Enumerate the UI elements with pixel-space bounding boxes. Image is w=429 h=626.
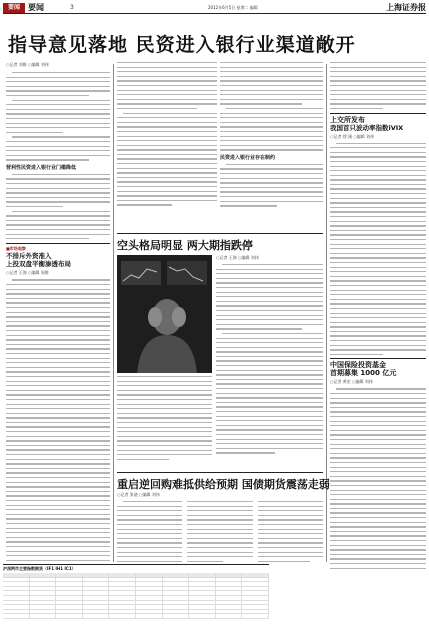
feature-rule [117,233,323,234]
masthead [3,3,426,14]
page-number: 3 [70,4,74,11]
article-body [330,143,426,356]
article-body [117,501,182,562]
left-column [6,62,110,562]
article-body [330,62,426,109]
middle-subhead: 民资进入银行业存在制约 [220,154,276,161]
feature-photo [117,255,212,373]
box-headline: 我国首只波动率指数iVIX [330,123,404,132]
box-headline: 上交所发布 [330,115,365,124]
right-column [330,62,426,622]
section-mark: 要闻 [3,3,25,13]
column-rule [113,64,114,562]
box-headline: 首期募集 1000 亿元 [330,369,397,378]
section-title: 要闻 [28,2,44,12]
article-body [220,164,323,207]
box-headline: 不排斥外资准入 [6,252,52,261]
lead-column-3 [220,62,323,232]
box-headline: 中国保险投资基金 [330,361,386,370]
box-byline: ○记者 王海 ○编辑 周维 [6,270,49,276]
article-body [330,388,426,568]
box-byline: ○记者 黄宏 ○编辑 刘伟 [330,379,373,385]
article-body [6,72,110,161]
sidebar-box [330,358,426,568]
paper-name: 上海证券报 [386,2,426,12]
article-body [6,279,110,562]
sidebar-box [330,113,426,356]
left-subhead: 营利性民资进入银行业门槛降低 [6,164,77,171]
table-caption: 沪深两市主要指数期货（IF1 IH1 IC1） [3,566,76,571]
lead-headline: 指导意见落地 民资进入银行业渠道敞开 [8,34,356,56]
date-line: 2012年6月5日 星期二 编辑 [208,5,258,10]
box-tag: ■市场观察 [6,246,26,252]
article-body [117,62,217,206]
article-body [117,376,212,460]
table-row [3,614,269,619]
article-body [187,501,252,562]
article-body [258,501,323,562]
market-table [3,564,269,623]
box-headline: 上投双盘平衡渗透布局 [6,260,71,269]
feature-byline: ○记者 王海 ○编辑 刘伟 [216,255,259,260]
article-body [220,62,323,151]
sidebar-box [6,243,110,562]
article-body [6,174,110,240]
second-byline: ○记者 张骁 ○编辑 刘伟 [117,492,160,497]
second-story-body [117,492,323,562]
lead-byline: ○记者 刘维 ○编辑 刘伟 [6,62,49,67]
feature-headline: 空头格局明显 两大期指跌停 [117,239,253,252]
feature-column-1b [117,376,212,472]
lead-column-2 [117,62,217,232]
story-rule [117,472,323,473]
article-body [216,264,323,454]
feature-column-2 [216,255,323,472]
trader-photo-icon [117,255,212,373]
second-headline: 重启逆回购难抵供给预期 国债期货震荡走弱 [117,478,330,491]
box-byline: ○记者 徐 刚 ○编辑 刘伟 [330,133,375,139]
